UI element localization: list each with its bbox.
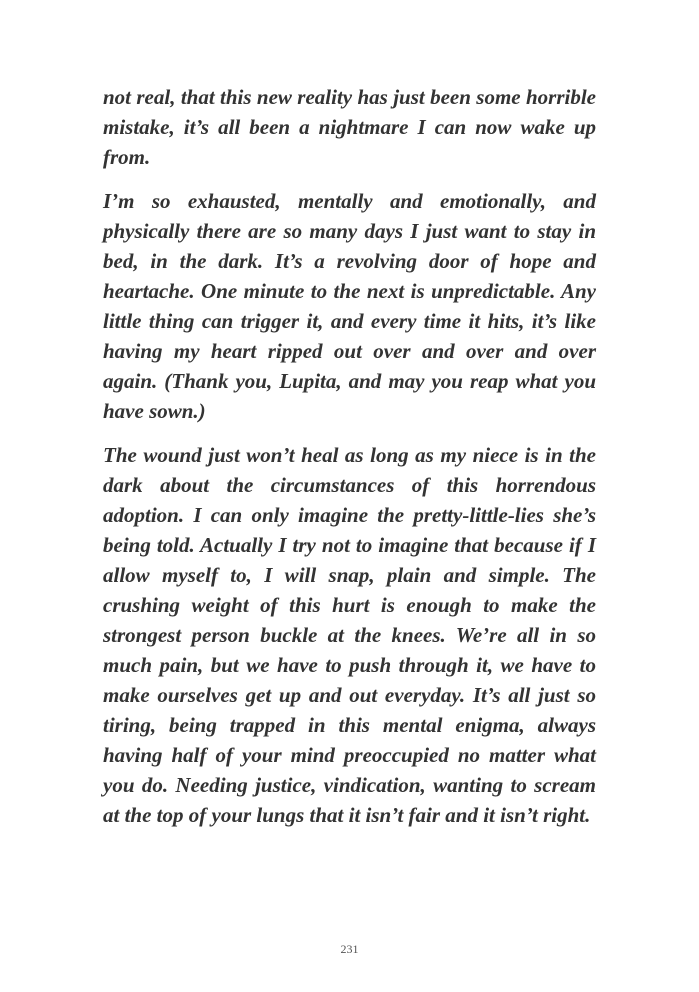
body-text [103, 82, 596, 844]
paragraph: The wound just won’t heal as long as my niece is in the dark about the circumstances of this horrendous adoption. I can only imagine the pretty-little-lies she’s being told. Actually I try not to imagine that because if I allow myself to, I will snap, plain and simple. The crushing weight of this hurt is enough to make the strongest person buckle at the knees. We’re all in so much pain, but we have to push through it, we have to make ourselves get up and out everyday. It’s all just so tiring, being trapped in this mental enigma, always having half of your mind preoccupied no matter what you do. Needing justice, vindication, wanting to scream at the top of your lungs that it isn’t fair and it isn’t right. [103, 443, 596, 827]
paragraph: I’m so exhausted, mentally and emotionally, and physically there are so many days I just want to stay in bed, in the dark. It’s a revolving door of hope and heartache. One minute to the next is unpredictable. Any little thing can trigger it, and every time it hits, it’s like having my heart ripped out over and over and over again. (Thank you, Lupita, and may you reap what you have sown.) [103, 189, 596, 423]
paragraph: not real, that this new reality has just been some horrible mistake, it’s all been a nightmare I can now wake up from. [103, 85, 596, 169]
page-number: 231 [340, 942, 359, 956]
